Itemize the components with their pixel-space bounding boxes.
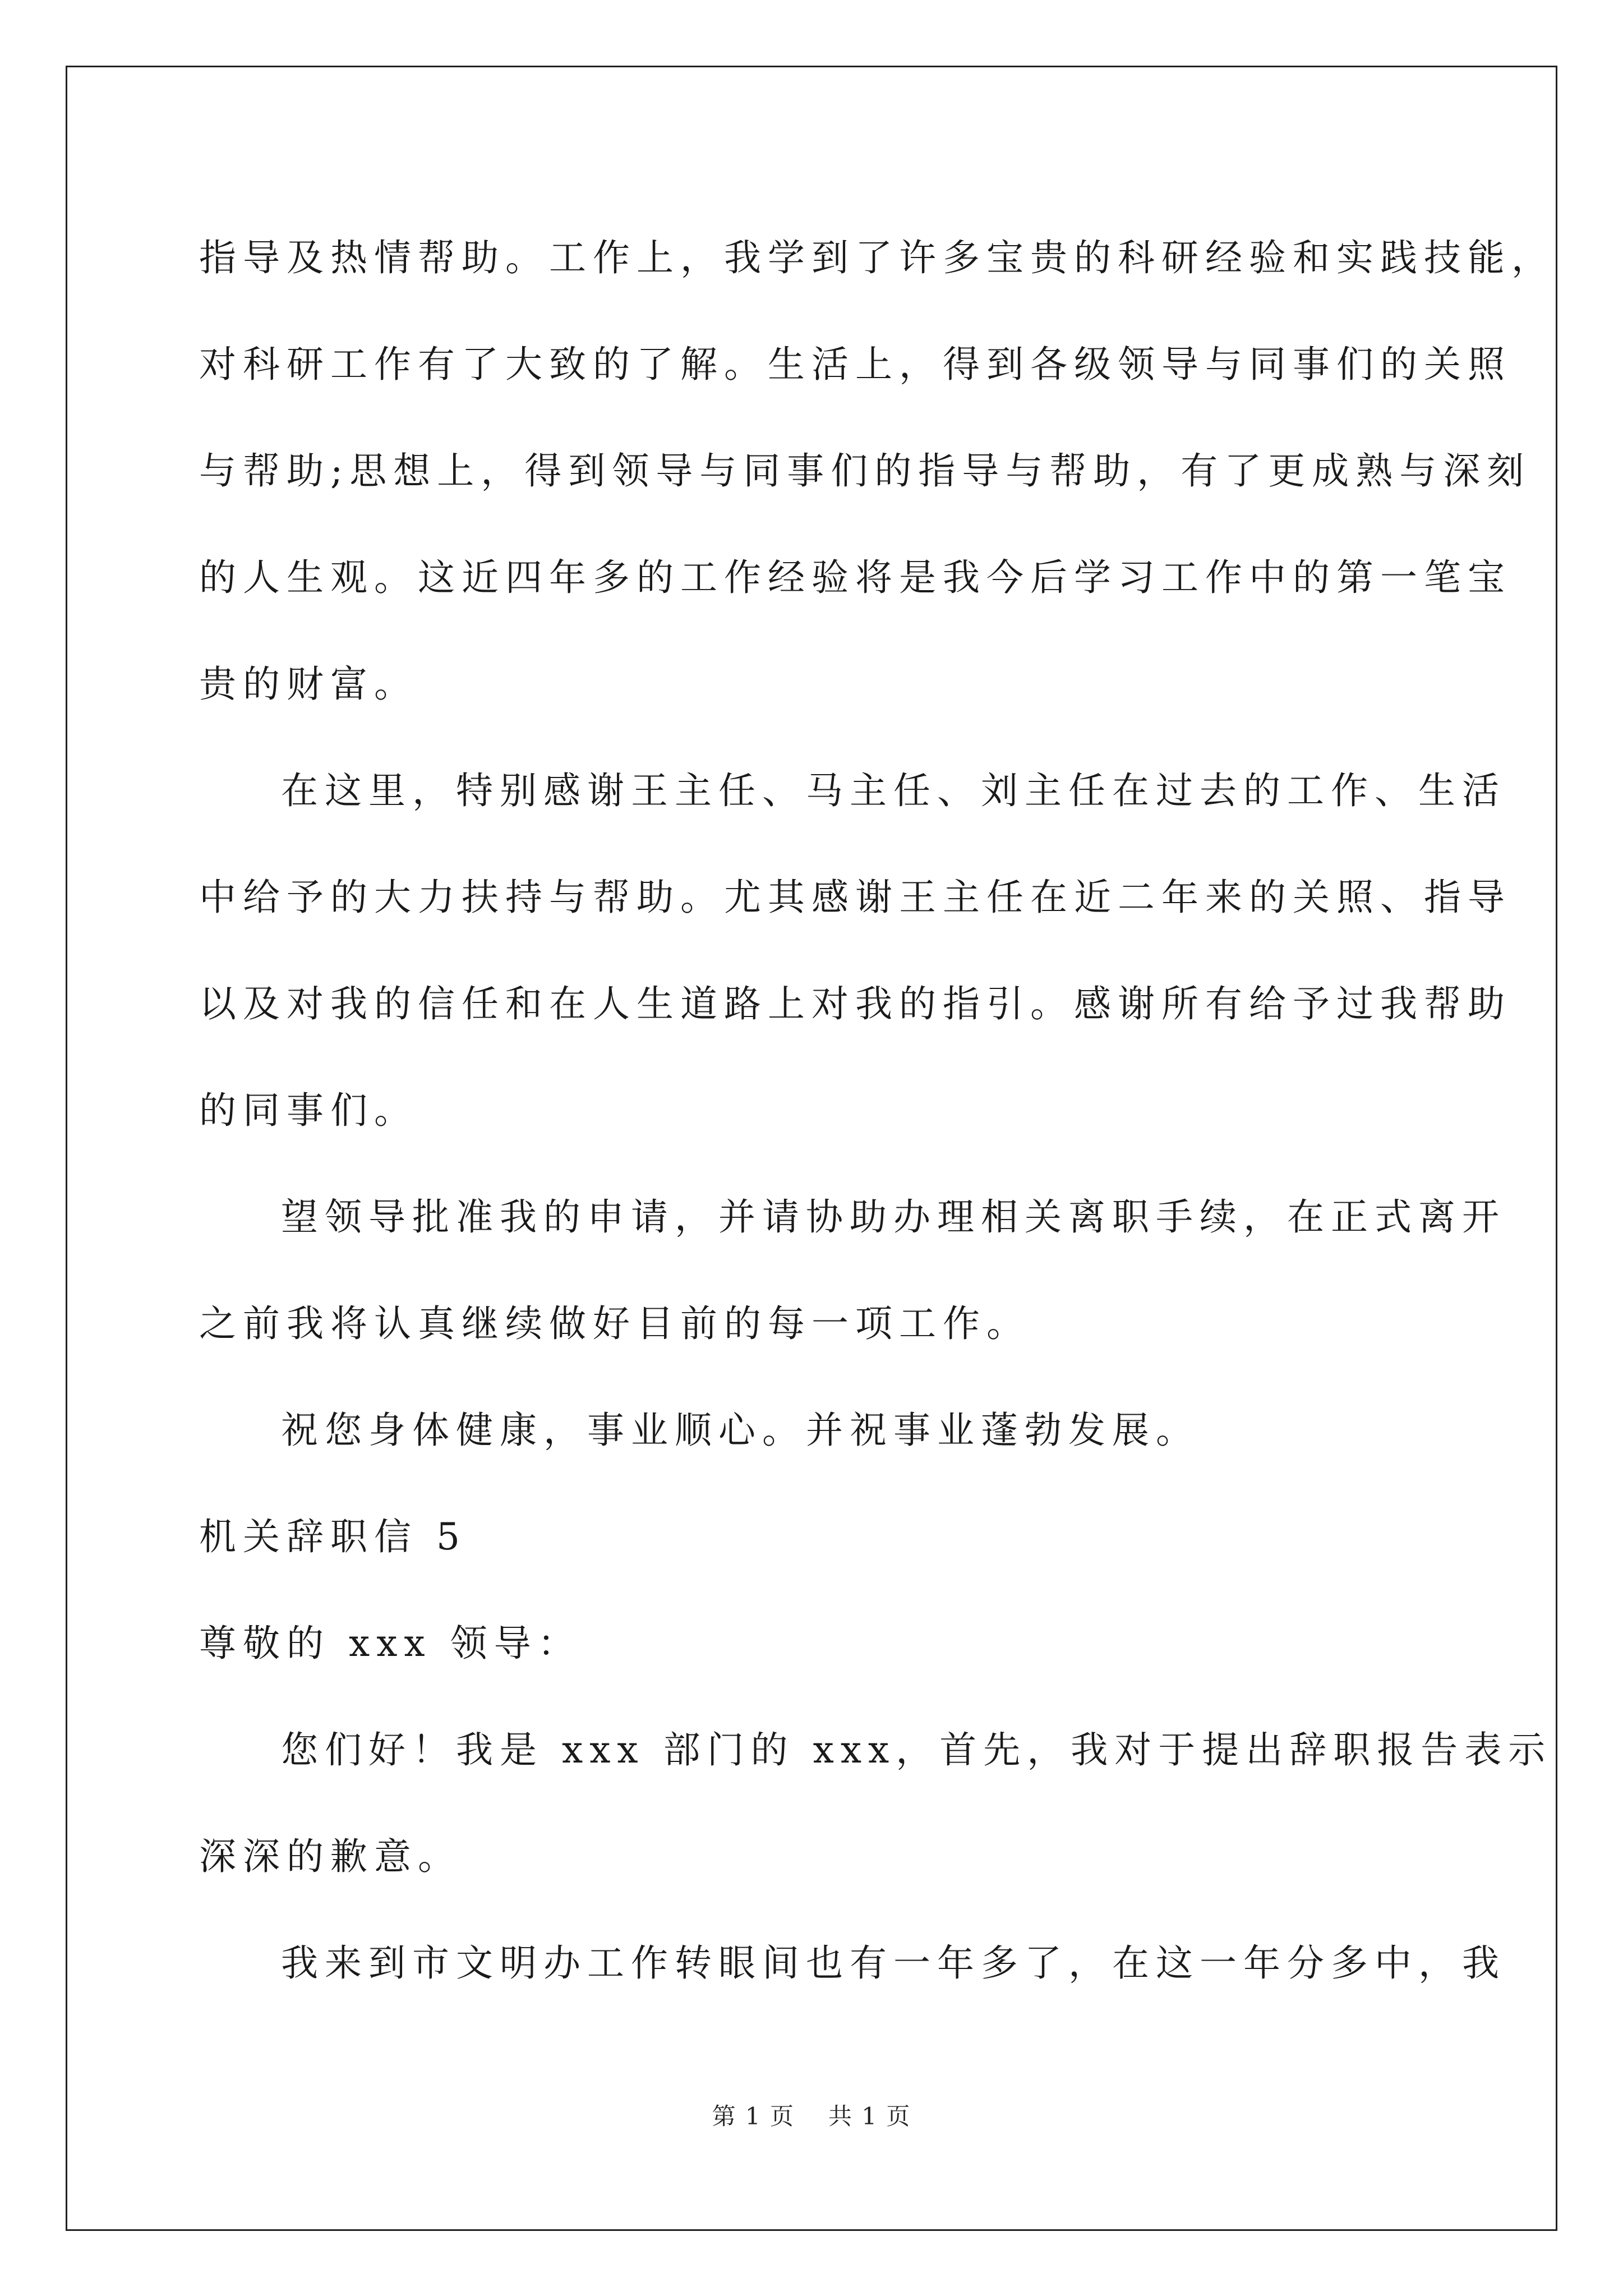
text-line: 我来到市文明办工作转眼间也有一年多了，在这一年分多中，我 (281, 1941, 1506, 1985)
text-line: 祝您身体健康，事业顺心。并祝事业蓬勃发展。 (281, 1409, 1200, 1452)
text-line: 对科研工作有了大致的了解。生活上，得到各级领导与同事们的关照 (199, 343, 1511, 386)
text-line: 以及对我的信任和在人生道路上对我的指引。感谢所有给予过我帮助 (199, 982, 1511, 1025)
document-body (199, 205, 1555, 2017)
text-line: 您们好！我是 xxx 部门的 xxx，首先，我对于提出辞职报告表示 (281, 1728, 1552, 1772)
salutation: 尊敬的 xxx 领导： (199, 1622, 582, 1665)
text-line: 深深的歉意。 (199, 1835, 462, 1878)
text-line: 指导及热情帮助。工作上，我学到了许多宝贵的科研经验和实践技能， (199, 236, 1555, 279)
text-line: 中给予的大力扶持与帮助。尤其感谢王主任在近二年来的关照、指导 (199, 876, 1511, 919)
page-number: 第 1 页 (712, 2102, 795, 2130)
text-line: 在这里，特别感谢王主任、马主任、刘主任在过去的工作、生活 (281, 769, 1506, 812)
page-total: 共 1 页 (828, 2102, 911, 2130)
section-heading: 机关辞职信 5 (199, 1515, 467, 1558)
text-line: 的人生观。这近四年多的工作经验将是我今后学习工作中的第一笔宝 (199, 556, 1511, 599)
text-line: 望领导批准我的申请，并请协助办理相关离职手续，在正式离开 (281, 1195, 1506, 1239)
text-line: 之前我将认真继续做好目前的每一项工作。 (199, 1302, 1030, 1345)
text-line: 贵的财富。 (199, 662, 418, 706)
text-line: 与帮助;思想上，得到领导与同事们的指导与帮助，有了更成熟与深刻 (199, 449, 1531, 493)
page-footer (0, 2098, 1623, 2132)
text-line: 的同事们。 (199, 1089, 418, 1132)
